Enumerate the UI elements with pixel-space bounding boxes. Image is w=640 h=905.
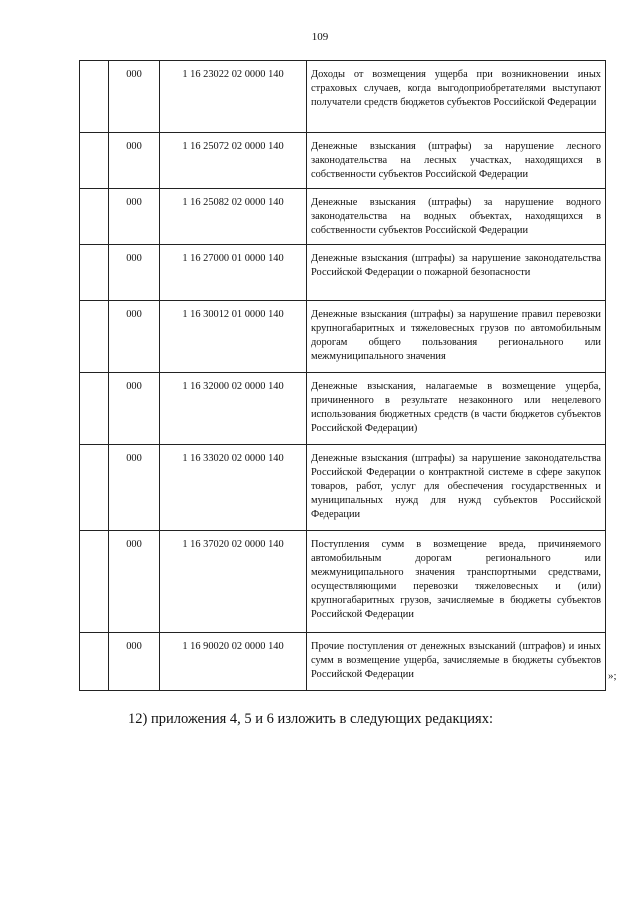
revenue-code-cell: 1 16 90020 02 0000 140 [160,633,307,691]
admin-code-cell: 000 [109,633,160,691]
table-row [80,301,606,373]
blank-cell [80,373,109,445]
admin-code-cell: 000 [109,189,160,245]
blank-cell [80,133,109,189]
page-number: 109 [311,31,329,43]
revenue-code-cell: 1 16 23022 02 0000 140 [160,61,307,133]
description-cell: Денежные взыскания (штрафы) за нарушение законодательства Российской Федерации о пожарной безопасности [307,245,606,301]
admin-code-cell: 000 [109,531,160,633]
description-cell: Денежные взыскания (штрафы) за нарушение водного законодательства на водных объектах, находящихся в собственности субъектов Российской Федерации [307,189,606,245]
table-row [80,133,606,189]
revenue-code-cell: 1 16 27000 01 0000 140 [160,245,307,301]
table-row [80,633,606,691]
revenue-code-cell: 1 16 33020 02 0000 140 [160,445,307,531]
closing-quote: »; [608,670,617,682]
description-cell: Прочие поступления от денежных взысканий (штрафов) и иных сумм в возмещение ущерба, зачисляемые в бюджеты субъектов Российской Федерации [307,633,606,691]
admin-code-cell: 000 [109,61,160,133]
admin-code-cell: 000 [109,133,160,189]
description-cell: Денежные взыскания (штрафы) за нарушение правил перевозки крупногабаритных и тяжеловесных грузов по автомобильным дорогам общего пользования регионального или межмуниципального значения [307,301,606,373]
description-cell: Доходы от возмещения ущерба при возникновении иных страховых случаев, когда выгодоприобретателями выступают получатели средств бюджетов субъектов Российской Федерации [307,61,606,133]
paragraph-12: 12) приложения 4, 5 и 6 изложить в следующих редакциях: [128,711,493,727]
revenue-code-cell: 1 16 30012 01 0000 140 [160,301,307,373]
blank-cell [80,531,109,633]
revenue-code-cell: 1 16 32000 02 0000 140 [160,373,307,445]
revenue-code-cell: 1 16 25072 02 0000 140 [160,133,307,189]
blank-cell [80,633,109,691]
revenue-code-cell: 1 16 25082 02 0000 140 [160,189,307,245]
description-cell: Поступления сумм в возмещение вреда, причиняемого автомобильным дорогам регионального или межмуниципального значения транспортными средствами, осуществляющими перевозки тяжеловесных и (или) крупногабаритных грузов, зачисляемые в бюджеты субъектов Российской Федерации [307,531,606,633]
blank-cell [80,301,109,373]
table-row [80,445,606,531]
blank-cell [80,189,109,245]
admin-code-cell: 000 [109,373,160,445]
table-row [80,61,606,133]
table-row [80,245,606,301]
admin-code-cell: 000 [109,245,160,301]
description-cell: Денежные взыскания (штрафы) за нарушение законодательства Российской Федерации о контрактной системе в сфере закупок товаров, работ, услуг для обеспечения государственных и муниципальных нужд для нужд субъектов Российской Федерации [307,445,606,531]
revenue-codes-table [79,60,606,691]
admin-code-cell: 000 [109,301,160,373]
revenue-code-cell: 1 16 37020 02 0000 140 [160,531,307,633]
table-row [80,189,606,245]
description-cell: Денежные взыскания (штрафы) за нарушение лесного законодательства на лесных участках, находящихся в собственности субъектов Российской Федерации [307,133,606,189]
blank-cell [80,445,109,531]
description-cell: Денежные взыскания, налагаемые в возмещение ущерба, причиненного в результате незаконного или нецелевого использования бюджетных средств (в части бюджетов субъектов Российской Федерации) [307,373,606,445]
table-row [80,373,606,445]
blank-cell [80,245,109,301]
blank-cell [80,61,109,133]
table-row [80,531,606,633]
admin-code-cell: 000 [109,445,160,531]
